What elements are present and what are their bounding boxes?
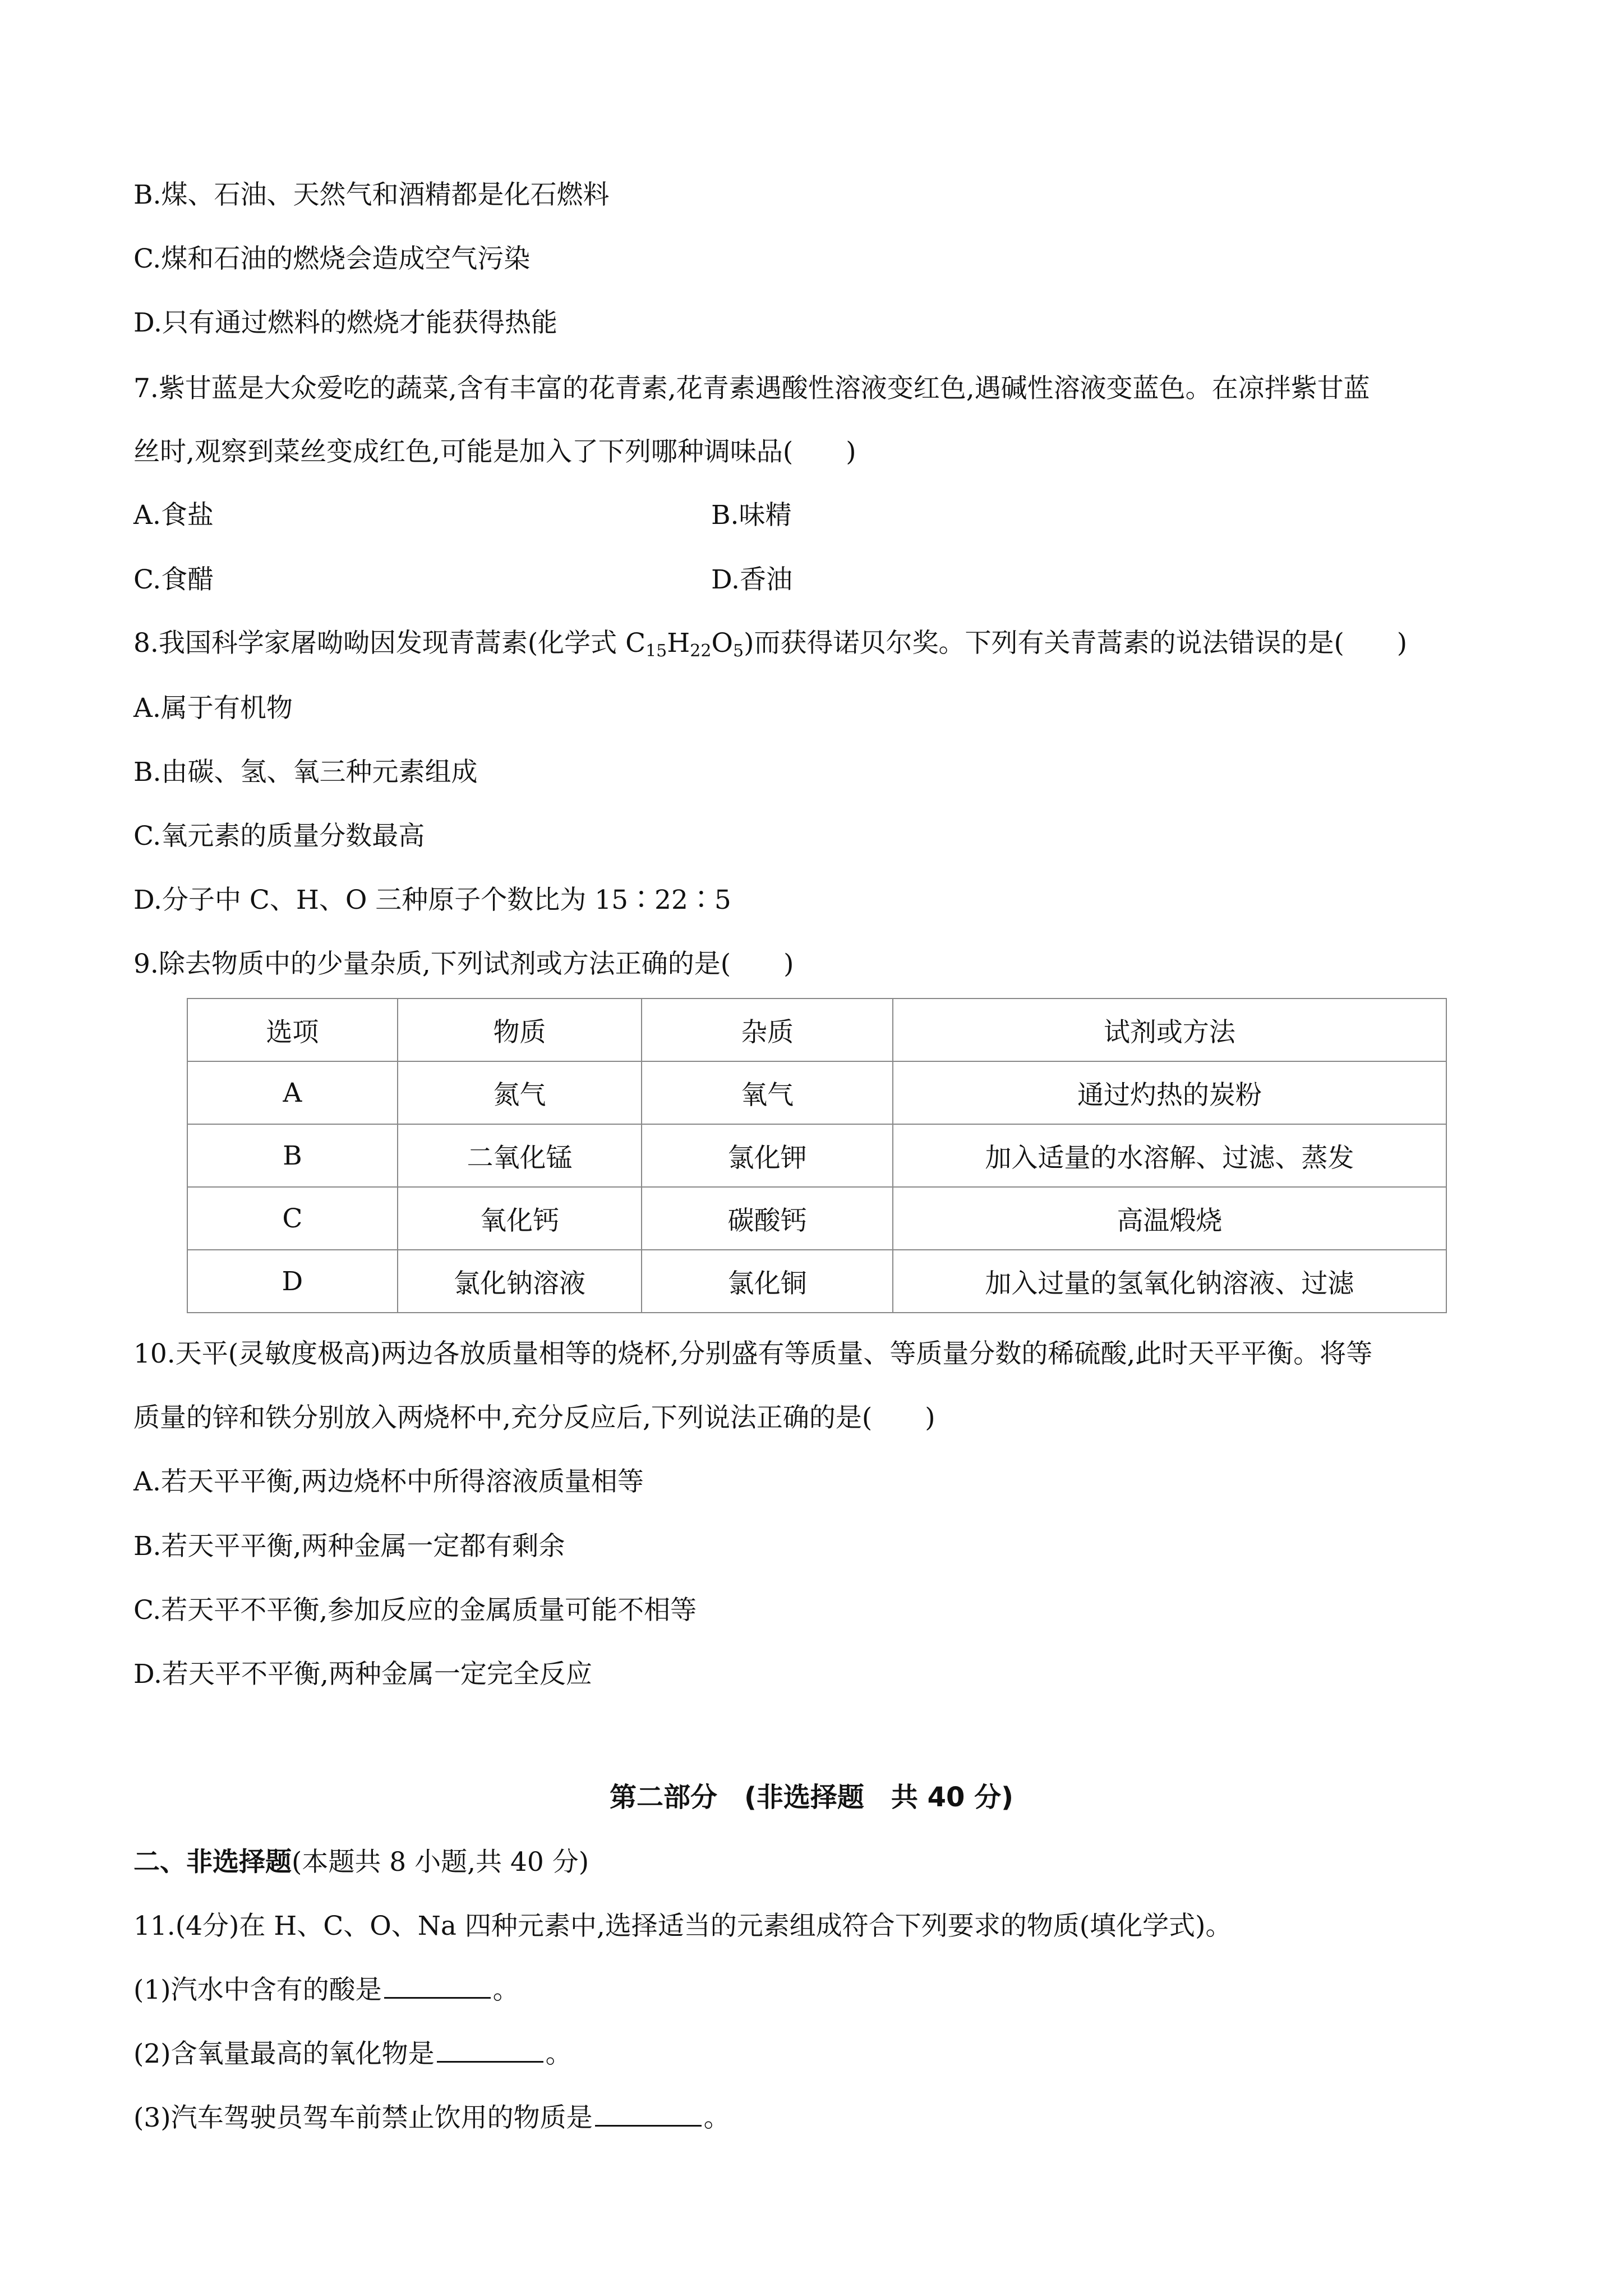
table-header-row <box>187 999 1446 1061</box>
answer-blank[interactable] <box>595 2102 702 2127</box>
question-9-options-table <box>187 998 1447 1313</box>
question-11-item-1 <box>133 1973 519 2007</box>
formula-h: H <box>667 628 690 659</box>
table-cell: C <box>187 1187 398 1250</box>
question-10-stem-line2: 质量的锌和铁分别放入两烧杯中,充分反应后,下列说法正确的是( ) <box>133 1402 935 1433</box>
question-8-option-d: D.分子中 C、H、O 三种原子个数比为 15∶22∶5 <box>133 885 731 915</box>
question-8-stem <box>133 627 1407 660</box>
answer-blank[interactable] <box>437 2039 543 2063</box>
question-8-option-c: C.氧元素的质量分数最高 <box>133 821 425 852</box>
table-cell: 氧化钙 <box>398 1187 642 1250</box>
question-10-option-a: A.若天平平衡,两边烧杯中所得溶液质量相等 <box>133 1466 644 1497</box>
period: 。 <box>703 2102 730 2133</box>
question-11-item-2 <box>133 2037 572 2071</box>
table-row <box>187 1061 1446 1124</box>
table-header-cell: 试剂或方法 <box>893 999 1446 1061</box>
question-9-stem: 9.除去物质中的少量杂质,下列试剂或方法正确的是( ) <box>133 949 794 979</box>
question-10-stem-line1: 10.天平(灵敏度极高)两边各放质量相等的烧杯,分别盛有等质量、等质量分数的稀硫酸,此时天平平衡。将等 <box>133 1338 1373 1369</box>
question-11-item-3-text: (3)汽车驾驶员驾车前禁止饮用的物质是 <box>133 2102 593 2133</box>
table-header-cell: 物质 <box>398 999 642 1061</box>
table-cell: 通过灼热的炭粉 <box>893 1061 1446 1124</box>
question-8-option-a: A.属于有机物 <box>133 693 293 724</box>
table-row <box>187 1250 1446 1313</box>
section-heading-note: (本题共 8 小题,共 40 分) <box>292 1847 589 1878</box>
question-8-stem-post: )而获得诺贝尔奖。下列有关青蒿素的说法错误的是( ) <box>744 628 1408 659</box>
question-7-stem-line1: 7.紫甘蓝是大众爱吃的蔬菜,含有丰富的花青素,花青素遇酸性溶液变红色,遇碱性溶液变蓝色。在凉拌紫甘蓝 <box>133 373 1370 404</box>
question-6-option-d: D.只有通过燃料的燃烧才能获得热能 <box>133 307 557 338</box>
table-row <box>187 1124 1446 1187</box>
table-cell: 加入过量的氢氧化钠溶液、过滤 <box>893 1250 1446 1313</box>
section-heading-label: 二、非选择题 <box>133 1847 292 1878</box>
question-7-option-d: D.香油 <box>711 564 792 595</box>
table-cell: 碳酸钙 <box>642 1187 893 1250</box>
question-11-item-3 <box>133 2101 730 2135</box>
question-8-stem-pre: 8.我国科学家屠呦呦因发现青蒿素(化学式 C <box>133 628 646 659</box>
question-10-option-d: D.若天平不平衡,两种金属一定完全反应 <box>133 1659 592 1690</box>
period: 。 <box>492 1975 519 2005</box>
table-cell: 二氧化锰 <box>398 1124 642 1187</box>
answer-blank[interactable] <box>384 1975 491 1999</box>
question-7-stem-line2: 丝时,观察到菜丝变成红色,可能是加入了下列哪种调味品( ) <box>133 436 856 467</box>
question-10-option-c: C.若天平不平衡,参加反应的金属质量可能不相等 <box>133 1595 697 1626</box>
section-heading <box>133 1846 589 1879</box>
table-row <box>187 1187 1446 1250</box>
question-7-option-a: A.食盐 <box>133 500 214 531</box>
formula-sub-c: 15 <box>645 641 667 661</box>
table-cell: 氯化铜 <box>642 1250 893 1313</box>
table-cell: 氯化钾 <box>642 1124 893 1187</box>
formula-o: O <box>711 628 734 659</box>
table-cell: 加入适量的水溶解、过滤、蒸发 <box>893 1124 1446 1187</box>
question-11-item-2-text: (2)含氧量最高的氧化物是 <box>133 2039 435 2069</box>
table-cell: B <box>187 1124 398 1187</box>
question-7-option-b: B.味精 <box>711 500 792 531</box>
table-cell: 氧气 <box>642 1061 893 1124</box>
question-7-option-c: C.食醋 <box>133 564 214 595</box>
table-cell: 氯化钠溶液 <box>398 1250 642 1313</box>
table-cell: 高温煅烧 <box>893 1187 1446 1250</box>
part-two-title: 第二部分 (非选择题 共 40 分) <box>609 1782 1014 1813</box>
formula-sub-o: 5 <box>733 641 744 661</box>
question-6-option-b: B.煤、石油、天然气和酒精都是化石燃料 <box>133 180 610 210</box>
period: 。 <box>545 2039 572 2069</box>
table-cell: 氮气 <box>398 1061 642 1124</box>
question-11-stem: 11.(4分)在 H、C、O、Na 四种元素中,选择适当的元素组成符合下列要求的物质(填化学式)。 <box>133 1911 1232 1941</box>
question-6-option-c: C.煤和石油的燃烧会造成空气污染 <box>133 243 531 274</box>
table-header-cell: 杂质 <box>642 999 893 1061</box>
table-cell: D <box>187 1250 398 1313</box>
question-8-option-b: B.由碳、氢、氧三种元素组成 <box>133 757 478 788</box>
formula-sub-h: 22 <box>690 641 712 661</box>
table-cell: A <box>187 1061 398 1124</box>
question-10-option-b: B.若天平平衡,两种金属一定都有剩余 <box>133 1531 565 1562</box>
table-header-cell: 选项 <box>187 999 398 1061</box>
question-11-item-1-text: (1)汽水中含有的酸是 <box>133 1975 382 2005</box>
